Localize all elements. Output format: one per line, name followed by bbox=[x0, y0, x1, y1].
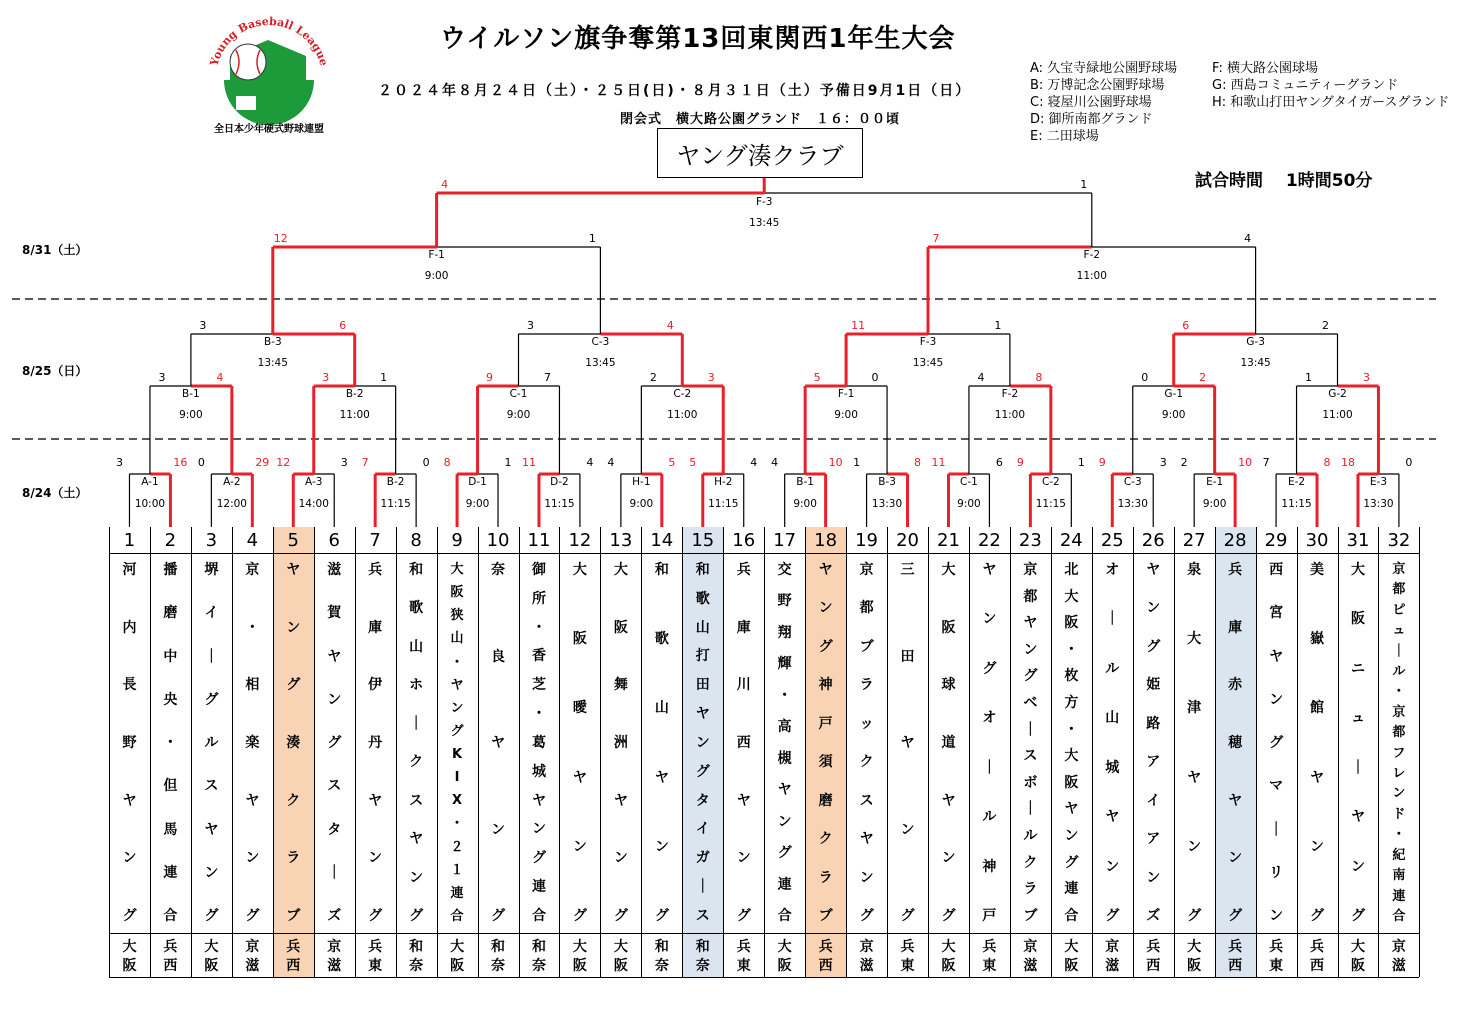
team-number: 4 bbox=[246, 530, 259, 551]
team-number: 10 bbox=[486, 530, 510, 551]
team-name: 西 宮 ヤ ン グ マ ｜ リ ン bbox=[1269, 562, 1284, 924]
match-time: 9:00 bbox=[424, 270, 449, 282]
score: 7 bbox=[1262, 456, 1270, 469]
score: 12 bbox=[276, 456, 291, 469]
team-number: 5 bbox=[287, 530, 299, 551]
score: 3 bbox=[1159, 456, 1167, 469]
match-time: 13:30 bbox=[1363, 498, 1394, 510]
match-time: 9:00 bbox=[1161, 409, 1186, 421]
team-name: 京 都 ピ ュ ｜ ル ・ 京 都 フ レ ン ド ・ 紀 南 連 合 bbox=[1392, 562, 1406, 924]
match-code: A-3 bbox=[305, 476, 323, 488]
team-prefecture: 大 阪 bbox=[1187, 939, 1202, 974]
venue-item: C: 寝屋川公園野球場 bbox=[1030, 95, 1152, 110]
table-rule bbox=[109, 977, 1419, 978]
team-name: 美 嶽 館 ヤ ン グ bbox=[1310, 562, 1325, 924]
table-rule bbox=[1419, 527, 1420, 977]
team-number: 13 bbox=[609, 530, 633, 551]
match-code: C-1 bbox=[960, 476, 978, 488]
match-code: E-3 bbox=[1369, 476, 1388, 488]
team-prefecture: 大 阪 bbox=[1350, 939, 1365, 974]
score: 4 bbox=[216, 371, 224, 384]
match-time: 9:00 bbox=[793, 498, 817, 510]
match-time: 11:15 bbox=[380, 498, 411, 510]
score: 6 bbox=[1182, 319, 1190, 332]
match-code: A-1 bbox=[141, 476, 159, 488]
match-time: 11:00 bbox=[1322, 409, 1353, 421]
match-time: 11:00 bbox=[339, 409, 370, 421]
team-number: 16 bbox=[732, 530, 756, 551]
team-prefecture: 大 阪 bbox=[941, 939, 956, 974]
score: 12 bbox=[273, 232, 288, 245]
match-time: 13:30 bbox=[871, 498, 903, 510]
match-code: C-2 bbox=[673, 388, 692, 400]
score: 8 bbox=[443, 456, 451, 469]
score: 11 bbox=[931, 456, 946, 469]
team-number: 7 bbox=[369, 530, 381, 551]
match-code: G-2 bbox=[1328, 388, 1347, 400]
match-code: F-1 bbox=[837, 388, 855, 400]
team-name: 兵 庫 川 西 ヤ ン グ bbox=[736, 562, 751, 924]
score: 29 bbox=[255, 456, 270, 469]
team-number: 14 bbox=[650, 530, 674, 551]
team-number: 12 bbox=[568, 530, 592, 551]
team-prefecture: 京 滋 bbox=[1105, 939, 1120, 974]
score: 9 bbox=[486, 371, 494, 384]
team-number: 32 bbox=[1387, 530, 1411, 551]
venue-item: B: 万博記念公園野球場 bbox=[1030, 78, 1165, 93]
match-code: C-3 bbox=[1123, 476, 1142, 488]
team-name: 大 阪 球 道 ヤ ン グ bbox=[941, 562, 956, 924]
venue-item: G: 西島コミュニティーグランド bbox=[1212, 78, 1399, 93]
team-name: 大 阪 曖 ヤ ン グ bbox=[572, 562, 587, 924]
team-name: 御 所 ・ 香 芝 ・ 葛 城 ヤ ン グ 連 合 bbox=[531, 562, 546, 924]
team-name: 和 歌 山 打 田 ヤ ン グ タ イ ガ ｜ ス bbox=[695, 562, 710, 924]
score: 3 bbox=[322, 371, 330, 384]
score: 0 bbox=[197, 456, 205, 469]
team-name: 河 内 長 野 ヤ ン グ bbox=[122, 562, 137, 924]
table-rule bbox=[109, 553, 1419, 554]
score: 3 bbox=[158, 371, 166, 384]
score: 0 bbox=[1141, 371, 1149, 384]
team-prefecture: 和 奈 bbox=[654, 939, 669, 974]
match-time: 11:00 bbox=[994, 409, 1026, 421]
match-time: 11:00 bbox=[1076, 270, 1107, 282]
team-name: 和 歌 山 ヤ ン グ bbox=[654, 562, 669, 924]
match-code: F-2 bbox=[1001, 388, 1019, 400]
game-time: 試合時間 1時間50分 bbox=[1195, 171, 1373, 191]
score: 0 bbox=[422, 456, 430, 469]
match-code: F-3 bbox=[755, 196, 773, 208]
team-prefecture: 兵 西 bbox=[163, 939, 178, 974]
match-time: 13:30 bbox=[1117, 498, 1148, 510]
match-code: F-3 bbox=[919, 336, 937, 348]
match-time: 9:00 bbox=[506, 409, 531, 421]
score: 1 bbox=[380, 371, 388, 384]
team-prefecture: 大 阪 bbox=[572, 939, 587, 974]
team-number: 27 bbox=[1182, 530, 1206, 551]
team-prefecture: 兵 西 bbox=[1146, 939, 1161, 974]
venue-item: A: 久宝寺緑地公園野球場 bbox=[1030, 61, 1178, 76]
score: 2 bbox=[1180, 456, 1188, 469]
match-time: 9:00 bbox=[465, 498, 490, 510]
team-number: 30 bbox=[1305, 530, 1329, 551]
match-code: C-1 bbox=[509, 388, 528, 400]
logo-arc-text: Young Baseball League bbox=[207, 14, 331, 68]
match-code: E-2 bbox=[1287, 476, 1306, 488]
match-time: 13:45 bbox=[1240, 357, 1271, 369]
day-label: 8/24（土） bbox=[22, 486, 88, 500]
match-code: B-3 bbox=[878, 476, 896, 488]
team-prefecture: 大 阪 bbox=[777, 939, 792, 974]
score: 7 bbox=[932, 232, 940, 245]
match-code: B-2 bbox=[345, 388, 364, 400]
match-time: 13:45 bbox=[585, 357, 616, 369]
score: 2 bbox=[1199, 371, 1207, 384]
match-code: G-3 bbox=[1246, 336, 1265, 348]
score: 4 bbox=[771, 456, 779, 469]
match-time: 11:15 bbox=[544, 498, 575, 510]
team-number: 9 bbox=[451, 530, 463, 551]
score: 11 bbox=[851, 319, 866, 332]
score: 1 bbox=[853, 456, 861, 469]
score: 7 bbox=[361, 456, 369, 469]
champion-box: ヤング湊クラブ bbox=[657, 128, 863, 178]
match-code: B-2 bbox=[386, 476, 405, 488]
match-time: 9:00 bbox=[834, 409, 858, 421]
tournament-dates: ２０２４年８月２４日（土）・２５日(日)・８月３１日（土）予備日9月1日（日） bbox=[378, 83, 972, 99]
score: 8 bbox=[1035, 371, 1043, 384]
match-time: 12:00 bbox=[216, 498, 247, 510]
match-code: F-2 bbox=[1083, 249, 1101, 261]
team-prefecture: 兵 西 bbox=[1310, 939, 1325, 974]
team-name: 京 ・ 相 楽 ヤ ン グ bbox=[245, 562, 260, 924]
match-time: 10:00 bbox=[134, 498, 166, 510]
match-time: 9:00 bbox=[179, 409, 203, 421]
match-time: 11:15 bbox=[708, 498, 739, 510]
team-prefecture: 和 奈 bbox=[409, 939, 424, 974]
team-name: 和 歌 山 ホ ｜ ク ス ヤ ン グ bbox=[409, 562, 424, 924]
match-time: 9:00 bbox=[1202, 498, 1227, 510]
team-prefecture: 大 阪 bbox=[450, 939, 465, 974]
score: 9 bbox=[1016, 456, 1024, 469]
team-prefecture: 兵 東 bbox=[1269, 939, 1284, 974]
score: 4 bbox=[977, 371, 985, 384]
match-time: 11:00 bbox=[667, 409, 698, 421]
score: 5 bbox=[668, 456, 676, 469]
score: 18 bbox=[1340, 456, 1355, 469]
team-name: 三 田 ヤ ン グ bbox=[900, 562, 915, 924]
match-code: E-1 bbox=[1206, 476, 1224, 488]
team-prefecture: 兵 東 bbox=[736, 939, 751, 974]
team-number: 29 bbox=[1264, 530, 1288, 551]
score: 5 bbox=[689, 456, 697, 469]
venue-item: F: 横大路公園球場 bbox=[1212, 61, 1318, 76]
team-number: 22 bbox=[977, 530, 1001, 551]
team-number: 18 bbox=[814, 530, 838, 551]
team-prefecture: 兵 西 bbox=[286, 939, 301, 974]
team-prefecture: 兵 西 bbox=[1228, 939, 1243, 974]
team-name: 大 阪 ニ ュ ｜ ヤ ン グ bbox=[1350, 562, 1365, 924]
score: 0 bbox=[871, 371, 879, 384]
score: 4 bbox=[441, 178, 449, 191]
tournament-title: ウイルソン旗争奪第13回東関西1年生大会 bbox=[440, 24, 956, 54]
score: 3 bbox=[527, 319, 534, 332]
day-label: 8/31（土） bbox=[22, 243, 88, 257]
match-code: B-3 bbox=[263, 336, 282, 348]
team-name: 大 阪 狭 山 ・ ヤ ン グ K I X ・ ２ １ 連 合 bbox=[450, 562, 464, 924]
score: 7 bbox=[543, 371, 551, 384]
match-code: B-1 bbox=[182, 388, 200, 400]
match-code: C-3 bbox=[591, 336, 610, 348]
team-number: 3 bbox=[205, 530, 218, 551]
team-number: 17 bbox=[773, 530, 797, 551]
match-time: 13:45 bbox=[912, 357, 944, 369]
score: 2 bbox=[1322, 319, 1329, 332]
score: 4 bbox=[750, 456, 758, 469]
score: 3 bbox=[340, 456, 348, 469]
score: 0 bbox=[1405, 456, 1413, 469]
team-number: 8 bbox=[410, 530, 422, 551]
team-prefecture: 京 滋 bbox=[859, 939, 874, 974]
team-name: ヤ ン グ 神 戸 須 磨 ク ラ ブ bbox=[818, 562, 833, 924]
team-name: 堺 イ ｜ グ ル ス ヤ ン グ bbox=[204, 562, 219, 924]
match-code: A-2 bbox=[223, 476, 241, 488]
score: 3 bbox=[199, 319, 207, 332]
team-number: 2 bbox=[164, 530, 177, 551]
team-name: 大 阪 舞 洲 ヤ ン グ bbox=[613, 562, 628, 924]
team-name: 兵 庫 赤 穂 ヤ ン グ bbox=[1228, 562, 1243, 924]
score: 1 bbox=[1077, 456, 1085, 469]
score: 3 bbox=[115, 456, 123, 469]
score: 1 bbox=[1080, 178, 1088, 191]
score: 3 bbox=[1362, 371, 1370, 384]
match-code: D-1 bbox=[468, 476, 487, 488]
team-prefecture: 大 阪 bbox=[613, 939, 628, 974]
score: 6 bbox=[995, 456, 1003, 469]
score: 5 bbox=[813, 371, 821, 384]
score: 11 bbox=[521, 456, 536, 469]
score: 10 bbox=[1238, 456, 1253, 469]
team-number: 19 bbox=[855, 530, 879, 551]
team-prefecture: 大 阪 bbox=[122, 939, 137, 974]
team-prefecture: 兵 西 bbox=[818, 939, 833, 974]
match-time: 9:00 bbox=[957, 498, 981, 510]
match-code: H-2 bbox=[714, 476, 733, 488]
match-code: H-1 bbox=[632, 476, 651, 488]
team-name: 播 磨 中 央 ・ 但 馬 連 合 bbox=[163, 562, 178, 924]
match-code: C-2 bbox=[1041, 476, 1060, 488]
team-prefecture: 和 奈 bbox=[695, 939, 710, 974]
match-code: B-1 bbox=[796, 476, 814, 488]
team-number: 23 bbox=[1018, 530, 1042, 551]
team-prefecture: 京 滋 bbox=[327, 939, 342, 974]
team-prefecture: 大 阪 bbox=[1064, 939, 1079, 974]
team-number: 24 bbox=[1059, 530, 1083, 551]
team-number: 31 bbox=[1346, 530, 1370, 551]
day-label: 8/25（日） bbox=[22, 364, 88, 378]
score: 1 bbox=[1305, 371, 1313, 384]
team-name: オ ｜ ル 山 城 ヤ ン グ bbox=[1105, 562, 1120, 924]
team-prefecture: 兵 東 bbox=[368, 939, 383, 974]
team-name: 泉 大 津 ヤ ン グ bbox=[1187, 562, 1202, 924]
score: 8 bbox=[1323, 456, 1331, 469]
score: 10 bbox=[828, 456, 843, 469]
team-number: 21 bbox=[937, 530, 960, 551]
venue-item: H: 和歌山打田ヤングタイガースグランド bbox=[1212, 95, 1450, 110]
score: 4 bbox=[607, 456, 615, 469]
score: 6 bbox=[339, 319, 347, 332]
team-name: 滋 賀 ヤ ン グ ス タ ｜ ズ bbox=[327, 562, 342, 924]
table-rule bbox=[109, 933, 1419, 934]
team-number: 28 bbox=[1223, 530, 1247, 551]
score: 4 bbox=[1244, 232, 1252, 245]
score: 9 bbox=[1098, 456, 1106, 469]
match-time: 14:00 bbox=[298, 498, 329, 510]
team-name: ヤ ン グ 湊 ク ラ ブ bbox=[286, 562, 301, 924]
team-prefecture: 兵 東 bbox=[982, 939, 997, 974]
team-number: 15 bbox=[691, 530, 715, 551]
score: 4 bbox=[666, 319, 674, 332]
team-name: 京 都 ヤ ン グ ベ ｜ ス ボ ｜ ル ク ラ ブ bbox=[1023, 562, 1038, 924]
team-name: 交 野 翔 輝 ・ 高 槻 ヤ ン グ 連 合 bbox=[777, 562, 792, 924]
team-prefecture: 和 奈 bbox=[491, 939, 506, 974]
match-code: D-2 bbox=[550, 476, 569, 488]
closing-ceremony: 閉会式 横大路公園グランド １６：００頃 bbox=[620, 112, 901, 127]
team-prefecture: 京 滋 bbox=[1391, 939, 1406, 974]
match-code: F-1 bbox=[428, 249, 445, 261]
venue-item: E: 二田球場 bbox=[1030, 129, 1099, 144]
score: 4 bbox=[586, 456, 594, 469]
score: 16 bbox=[173, 456, 188, 469]
team-number: 1 bbox=[123, 530, 136, 551]
team-prefecture: 大 阪 bbox=[204, 939, 219, 974]
match-time: 13:45 bbox=[749, 217, 780, 229]
team-prefecture: 京 滋 bbox=[1023, 939, 1038, 974]
team-name: 京 都 ブ ラ ッ ク ス ヤ ン グ bbox=[859, 562, 874, 924]
team-number: 11 bbox=[527, 530, 551, 551]
match-time: 11:15 bbox=[1035, 498, 1066, 510]
score: 1 bbox=[504, 456, 512, 469]
team-prefecture: 和 奈 bbox=[531, 939, 546, 974]
venue-item: D: 御所南都グランド bbox=[1030, 112, 1153, 127]
score: 8 bbox=[914, 456, 922, 469]
logo-caption: 全日本少年硬式野球連盟 bbox=[214, 124, 324, 135]
score: 1 bbox=[588, 232, 596, 245]
team-name: ヤ ン グ オ ｜ ル 神 戸 bbox=[982, 562, 997, 924]
match-code: G-1 bbox=[1164, 388, 1184, 400]
team-name: ヤ ン グ 姫 路 ア イ ア ン ズ bbox=[1146, 562, 1161, 924]
team-number: 20 bbox=[896, 530, 919, 551]
team-prefecture: 兵 東 bbox=[900, 939, 915, 974]
team-name: 奈 良 ヤ ン グ bbox=[491, 562, 506, 924]
team-number: 26 bbox=[1141, 530, 1165, 551]
score: 3 bbox=[707, 371, 715, 384]
match-time: 11:15 bbox=[1281, 498, 1312, 510]
match-time: 9:00 bbox=[629, 498, 654, 510]
team-name: 北 大 阪 ・ 枚 方 ・ 大 阪 ヤ ン グ 連 合 bbox=[1064, 562, 1079, 924]
score: 1 bbox=[994, 319, 1002, 332]
team-name: 兵 庫 伊 丹 ヤ ン グ bbox=[368, 562, 383, 924]
team-prefecture: 京 滋 bbox=[245, 939, 260, 974]
match-time: 13:45 bbox=[257, 357, 288, 369]
team-number: 25 bbox=[1100, 530, 1124, 551]
score: 2 bbox=[649, 371, 657, 384]
team-number: 6 bbox=[328, 530, 340, 551]
